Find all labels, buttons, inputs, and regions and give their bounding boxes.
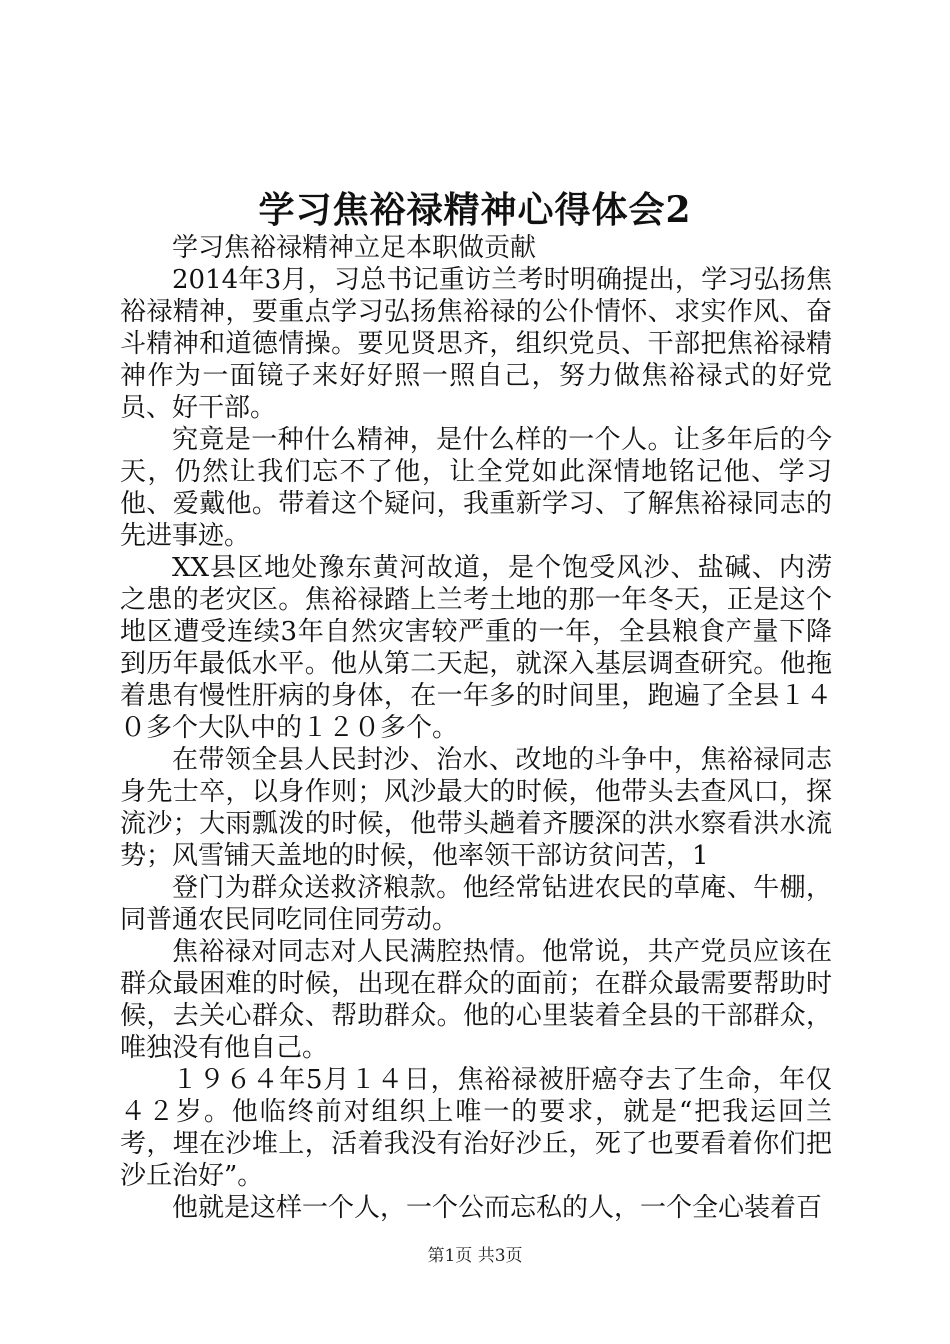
document-body bbox=[120, 232, 832, 1224]
paragraph: 他就是这样一个人，一个公而忘私的人，一个全心装着百 bbox=[172, 1193, 823, 1223]
paragraph: １９６４年5月１４日，焦裕禄被肝癌夺去了生命，年仅４２岁。他临终前对组织上唯一的要求，就是“把我运回兰考，埋在沙堆上，活着我没有治好沙丘，死了也要看着你们把沙丘治好”。 bbox=[120, 1065, 832, 1191]
document-title: 学习焦裕禄精神心得体会2 bbox=[258, 189, 692, 231]
paragraph: 2014年3月，习总书记重访兰考时明确提出，学习弘扬焦裕禄精神，要重点学习弘扬焦裕禄的公仆情怀、求实作风、奋斗精神和道德情操。要见贤思齐，组织党员、干部把焦裕禄精神作为一面镜子来好好照一照自己，努力做焦裕禄式的好党员、好干部。 bbox=[120, 265, 832, 423]
paragraph: 登门为群众送救济粮款。他经常钻进农民的草庵、牛棚，同普通农民同吃同住同劳动。 bbox=[120, 873, 832, 935]
document-subtitle: 学习焦裕禄精神立足本职做贡献 bbox=[172, 233, 537, 263]
paragraph: 究竟是一种什么精神，是什么样的一个人。让多年后的今天，仍然让我们忘不了他，让全党如此深情地铭记他、学习他、爱戴他。带着这个疑问，我重新学习、了解焦裕禄同志的先进事迹。 bbox=[120, 425, 832, 551]
paragraph: XX县区地处豫东黄河故道，是个饱受风沙、盐碱、内涝之患的老灾区。焦裕禄踏上兰考土地的那一年冬天，正是这个地区遭受连续3年自然灾害较严重的一年，全县粮食产量下降到历年最低水平。他从第二天起，就深入基层调查研究。他拖着患有慢性肝病的身体，在一年多的时间里，跑遍了全县１４０多个大队中的１２０多个。 bbox=[120, 553, 832, 743]
paragraph: 焦裕禄对同志对人民满腔热情。他常说，共产党员应该在群众最困难的时候，出现在群众的面前；在群众最需要帮助时候，去关心群众、帮助群众。他的心里装着全县的干部群众，唯独没有他自己。 bbox=[120, 937, 832, 1063]
paragraph: 在带领全县人民封沙、治水、改地的斗争中，焦裕禄同志身先士卒，以身作则；风沙最大的时候，他带头去查风口，探流沙；大雨瓢泼的时候，他带头趟着齐腰深的洪水察看洪水流势；风雪铺天盖地的时候，他率领干部访贫问苦，1 bbox=[120, 745, 832, 871]
page-footer: 第1页 共3页 bbox=[427, 1246, 523, 1266]
